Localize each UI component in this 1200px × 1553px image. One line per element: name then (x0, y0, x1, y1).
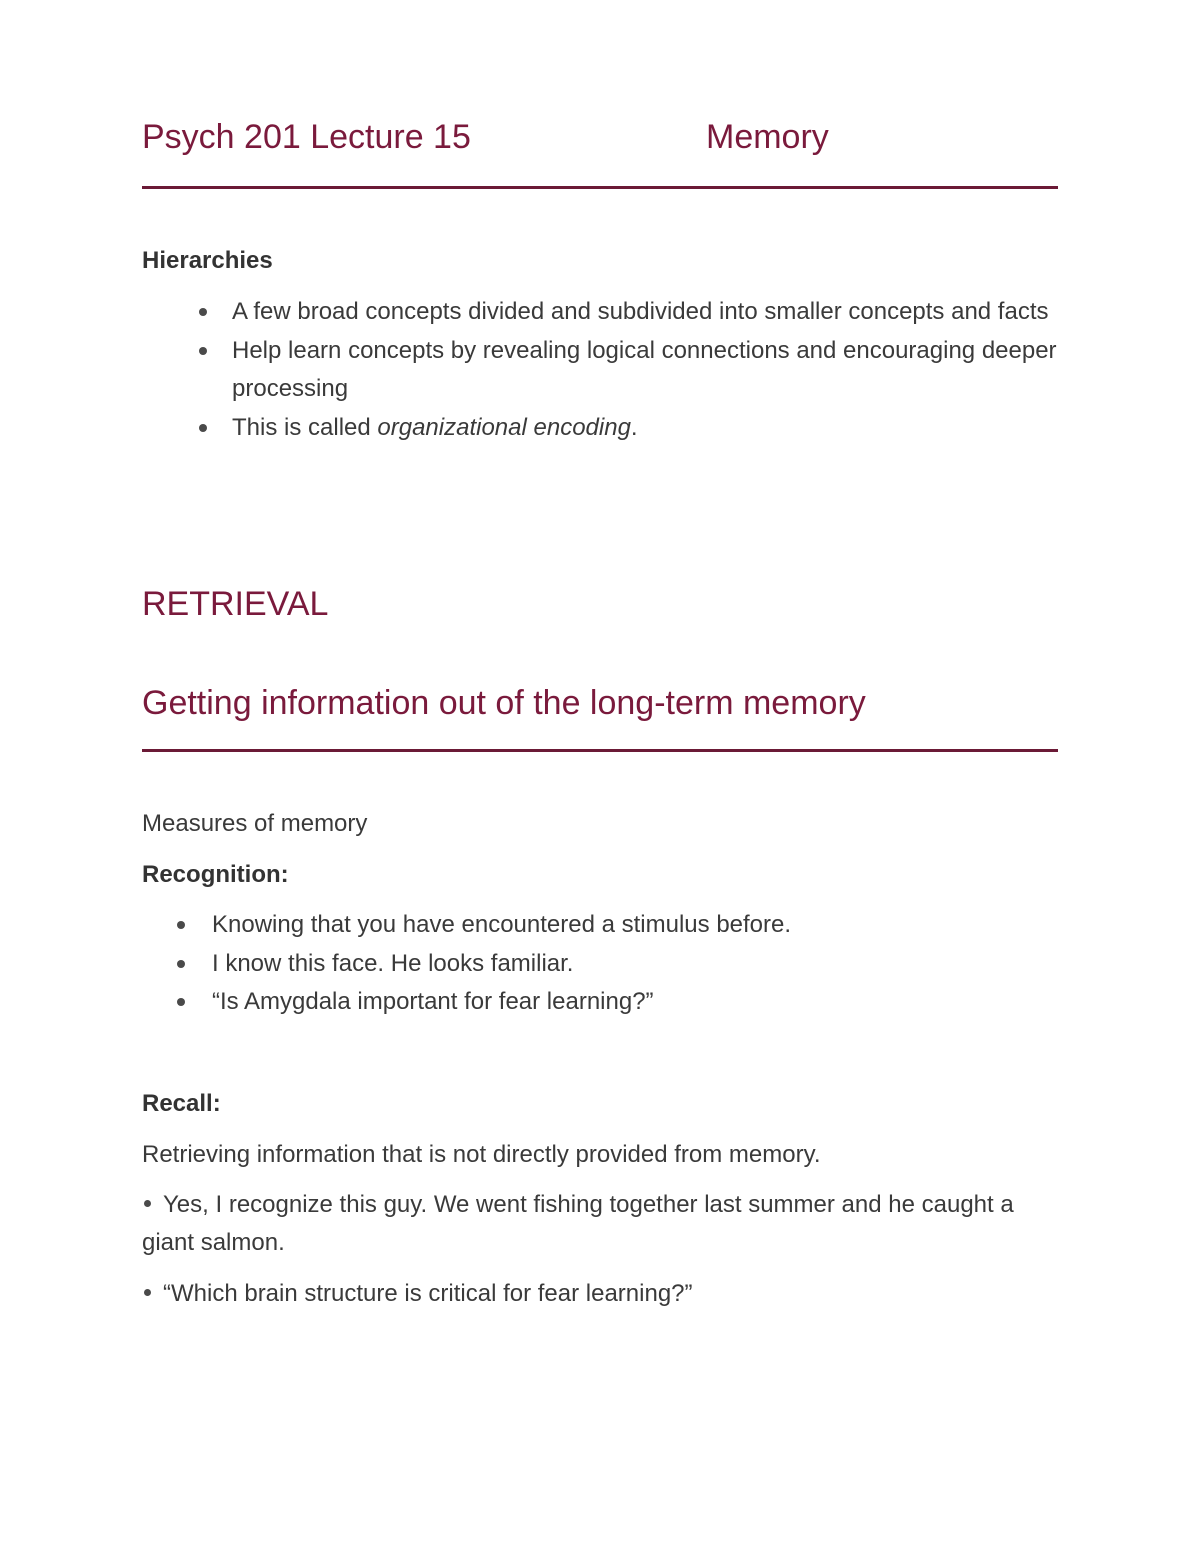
list-item-suffix: . (630, 413, 638, 441)
list-item-text: A few broad concepts divided and subdivided into smaller concepts and facts (232, 298, 1049, 325)
list-item (212, 983, 1072, 1022)
list-item-text: Knowing that you have encountered a stimulus before. (212, 911, 792, 938)
list-item (232, 332, 1072, 409)
topic-title: Memory (706, 118, 829, 156)
list-item-prefix: This is called (232, 413, 378, 441)
recall-example-2 (142, 1275, 1058, 1313)
list-item-text: I know this face. He looks familiar. (212, 949, 574, 977)
list-item (232, 293, 1072, 332)
bullet-icon (199, 308, 207, 316)
course-title: Psych 201 Lecture 15 (142, 118, 471, 156)
retrieval-subheading: Getting information out of the long-term memory (142, 684, 866, 722)
page-header (142, 118, 1058, 168)
list-item-text: Help learn concepts by revealing logical connections and encouraging deeper processing (232, 336, 1057, 402)
recall-heading: Recall: (142, 1090, 221, 1117)
hierarchies-list (232, 293, 1072, 447)
bullet-icon (177, 921, 185, 929)
bullet-icon (177, 960, 185, 968)
bullet-icon (144, 1289, 151, 1296)
recall-example-2-text: “Which brain structure is critical for fear learning?” (163, 1280, 693, 1307)
section-divider (142, 749, 1058, 752)
bullet-icon (199, 424, 207, 432)
retrieval-heading: RETRIEVAL (142, 585, 329, 623)
bullet-icon (177, 998, 185, 1006)
list-item (212, 906, 1072, 945)
recognition-list (212, 906, 1072, 1022)
recognition-heading: Recognition: (142, 861, 289, 888)
measures-label: Measures of memory (142, 810, 368, 837)
emphasis-term: organizational encoding (377, 413, 631, 441)
recall-example-1 (142, 1186, 1022, 1262)
list-item (212, 945, 1072, 984)
list-item (232, 409, 1072, 448)
bullet-icon (199, 347, 207, 355)
list-item-text: “Is Amygdala important for fear learning?” (212, 988, 654, 1015)
hierarchies-heading: Hierarchies (142, 247, 273, 274)
header-divider (142, 186, 1058, 189)
bullet-icon (144, 1200, 151, 1207)
recall-example-1-text: Yes, I recognize this guy. We went fishing together last summer and he caught a giant salmon. (142, 1191, 1014, 1256)
recall-definition: Retrieving information that is not directly provided from memory. (142, 1141, 821, 1168)
